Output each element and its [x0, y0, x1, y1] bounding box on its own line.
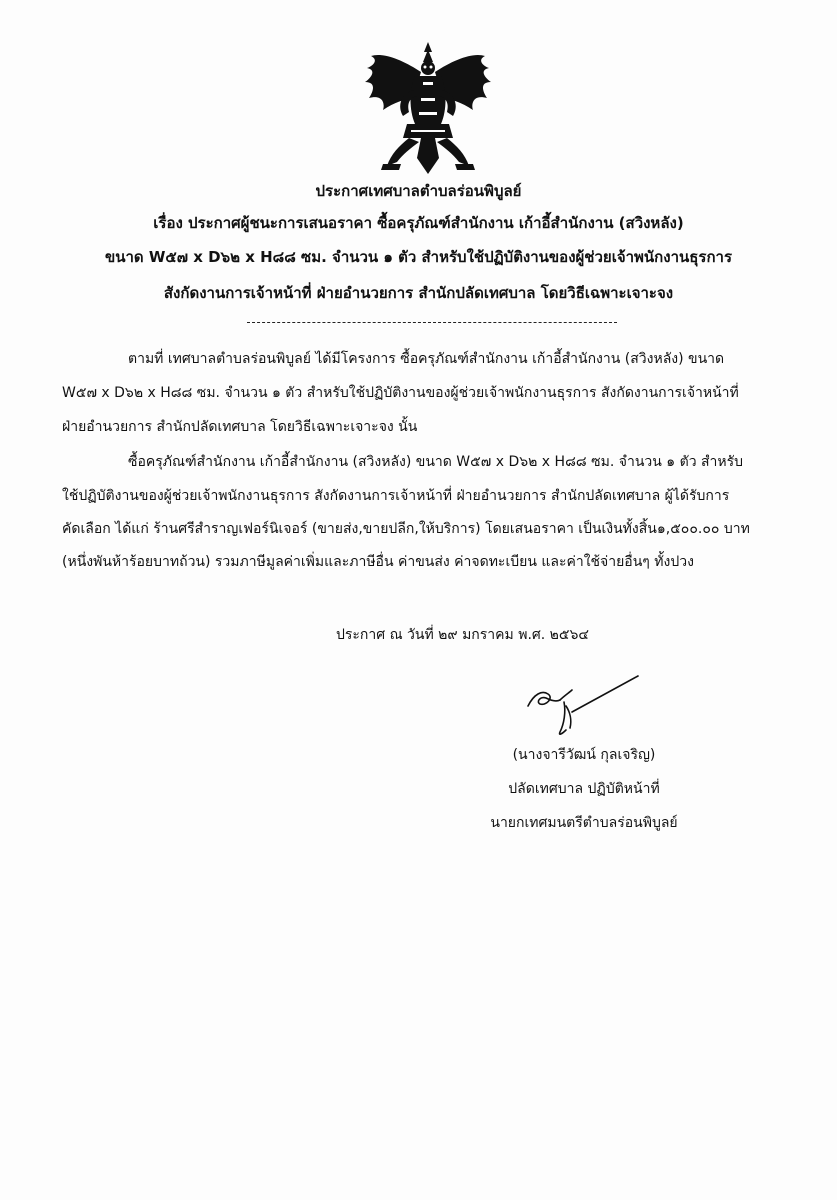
announcement-subject-line3: สังกัดงานการเจ้าหน้าที่ ฝ่ายอำนวยการ สำนักปลัดเทศบาล โดยวิธีเฉพาะเจาะจง: [163, 284, 674, 302]
paragraph2-line1: ซื้อครุภัณฑ์สำนักงาน เก้าอี้สำนักงาน (สวิงหลัง) ขนาด W๕๗ x D๖๒ x H๘๘ ซม. จำนวน ๑ ตัว สำหรับ: [128, 454, 744, 470]
paragraph1-line3: ฝ่ายอำนวยการ สำนักปลัดเทศบาล โดยวิธีเฉพาะเจาะจง นั้น: [62, 419, 418, 435]
signatory-name: (นางจารีวัฒน์ กุลเจริญ): [512, 747, 656, 763]
paragraph2-line4: (หนึ่งพันห้าร้อยบาทถ้วน) รวมภาษีมูลค่าเพิ่มและภาษีอื่น ค่าขนส่ง ค่าจดทะเบียน และค่าใช้จ่ายอื่นๆ ทั้งปวง: [62, 554, 694, 570]
announcement-subject-line2: ขนาด W๕๗ x D๖๒ x H๘๘ ซม. จำนวน ๑ ตัว สำหรับใช้ปฏิบัติงานของผู้ช่วยเจ้าพนักงานธุรการ: [104, 248, 733, 266]
paragraph2-line3: คัดเลือก ได้แก่ ร้านศรีสำราญเฟอร์นิเจอร์ (ขายส่ง,ขายปลีก,ให้บริการ) โดยเสนอราคา เป็นเงินทั้งสิ้น๑,๕๐๐.๐๐ บาท: [62, 521, 750, 537]
signatory-position: ปลัดเทศบาล ปฏิบัติหน้าที่: [508, 781, 660, 797]
garuda-emblem-icon: [363, 38, 493, 178]
paragraph2-line2: ใช้ปฏิบัติงานของผู้ช่วยเจ้าพนักงานธุรการ สังกัดงานการเจ้าหน้าที่ ฝ่ายอำนวยการ สำนักปลัดเทศบาล ผู้ได้รับการ: [62, 488, 730, 504]
paragraph1-line1: ตามที่ เทศบาลตำบลร่อนพิบูลย์ ได้มีโครงการ ซื้อครุภัณฑ์สำนักงาน เก้าอี้สำนักงาน (สวิงหลัง) ขนาด: [128, 351, 725, 367]
announcement-subject: เรื่อง ประกาศผู้ชนะการเสนอราคา ซื้อครุภัณฑ์สำนักงาน เก้าอี้สำนักงาน (สวิงหลัง): [153, 214, 684, 232]
announcement-date: ประกาศ ณ วันที่ ๒๙ มกราคม พ.ศ. ๒๕๖๔: [336, 627, 589, 643]
dashed-divider: [247, 322, 617, 323]
paragraph1-line2: W๕๗ x D๖๒ x H๘๘ ซม. จำนวน ๑ ตัว สำหรับใช้ปฏิบัติงานของผู้ช่วยเจ้าพนักงานธุรการ สังกัดงานการเจ้าหน้าที่: [62, 385, 739, 401]
announcement-title: ประกาศเทศบาลตำบลร่อนพิบูลย์: [315, 182, 522, 200]
signatory-acting-position: นายกเทศมนตรีตำบลร่อนพิบูลย์: [490, 815, 678, 831]
handwritten-signature: [520, 672, 650, 742]
